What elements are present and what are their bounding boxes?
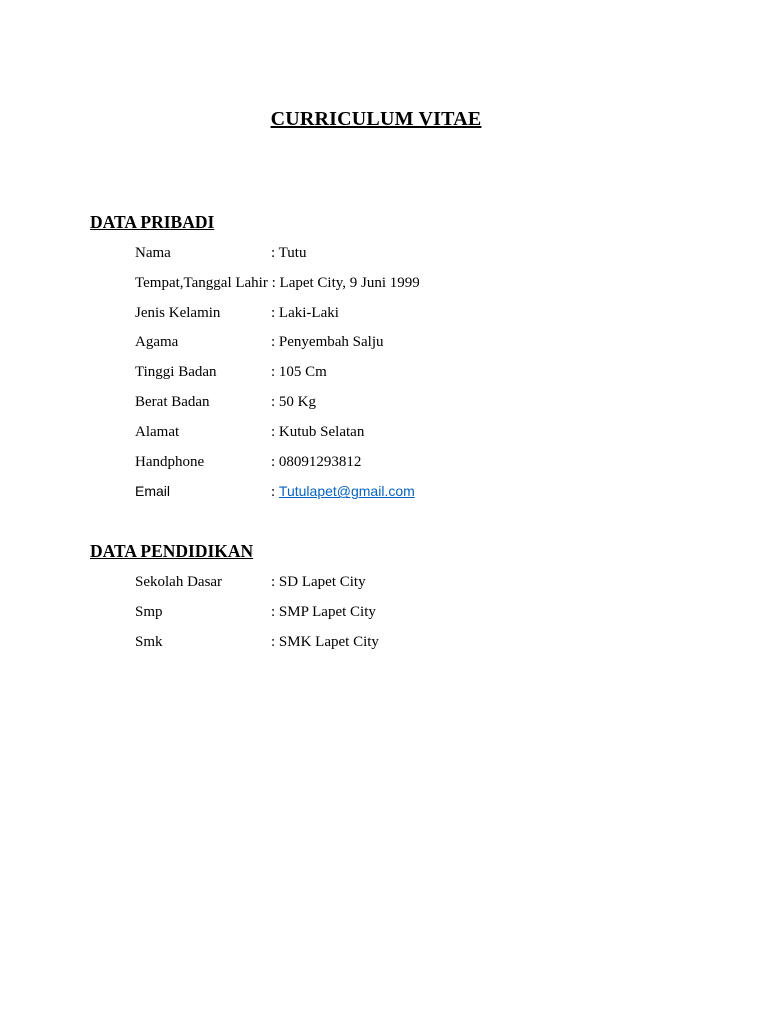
field-separator: : <box>271 334 276 351</box>
field-separator: : <box>271 574 276 590</box>
field-label: Nama <box>135 245 171 261</box>
field-value: 08091293812 <box>278 453 362 470</box>
field-label: Jenis Kelamin <box>135 304 221 321</box>
field-row-tinggi-badan <box>135 363 420 393</box>
email-link[interactable]: Tutulapet@gmail.com <box>278 483 415 500</box>
field-label: Tempat,Tanggal Lahir <box>135 274 268 291</box>
field-label: Agama <box>135 334 179 351</box>
field-row-tempat-tanggal-lahir <box>135 274 420 304</box>
field-label: Smk <box>135 633 163 650</box>
field-row-sekolah-dasar <box>135 573 379 603</box>
field-row-smk <box>135 633 379 663</box>
field-value: 105 Cm <box>278 364 327 381</box>
field-label: Handphone <box>135 453 205 470</box>
field-row-smp <box>135 603 379 633</box>
field-row-alamat <box>135 423 420 453</box>
field-row-agama <box>135 333 420 363</box>
field-label: Alamat <box>135 423 180 440</box>
field-separator: : <box>271 603 276 620</box>
field-label: Sekolah Dasar <box>135 574 223 590</box>
field-row-nama <box>135 244 420 274</box>
field-value: Lapet City, 9 Juni 1999 <box>279 274 420 291</box>
field-row-handphone <box>135 453 420 483</box>
field-separator: : <box>271 274 276 291</box>
field-separator: : <box>271 304 276 321</box>
field-value: SMP Lapet City <box>278 603 376 620</box>
field-row-jenis-kelamin <box>135 304 420 334</box>
field-separator: : <box>271 245 276 261</box>
field-separator: : <box>271 633 276 650</box>
field-value: Kutub Selatan <box>278 423 365 440</box>
field-value: SMK Lapet City <box>278 633 379 650</box>
field-value: SD Lapet City <box>278 574 366 590</box>
field-value: Laki-Laki <box>278 304 339 321</box>
section-heading-data-pribadi: DATA PRIBADI <box>90 212 215 232</box>
field-separator: : <box>271 393 276 410</box>
field-separator: : <box>271 364 276 381</box>
field-separator: : <box>271 484 276 501</box>
field-label: Tinggi Badan <box>135 364 217 381</box>
field-value: 50 Kg <box>278 393 317 410</box>
field-value: Tutu <box>278 245 307 261</box>
field-label: Email <box>135 483 171 500</box>
education-data-list <box>135 573 379 662</box>
page-title: CURRICULUM VITAE <box>270 108 482 130</box>
field-separator: : <box>271 453 276 470</box>
personal-data-list <box>135 244 420 512</box>
field-label: Smp <box>135 603 163 620</box>
field-row-email <box>135 482 420 512</box>
field-value: Penyembah Salju <box>278 334 384 351</box>
field-label: Berat Badan <box>135 393 210 410</box>
field-separator: : <box>271 423 276 440</box>
field-row-berat-badan <box>135 393 420 423</box>
section-heading-data-pendidikan: DATA PENDIDIKAN <box>90 541 254 561</box>
